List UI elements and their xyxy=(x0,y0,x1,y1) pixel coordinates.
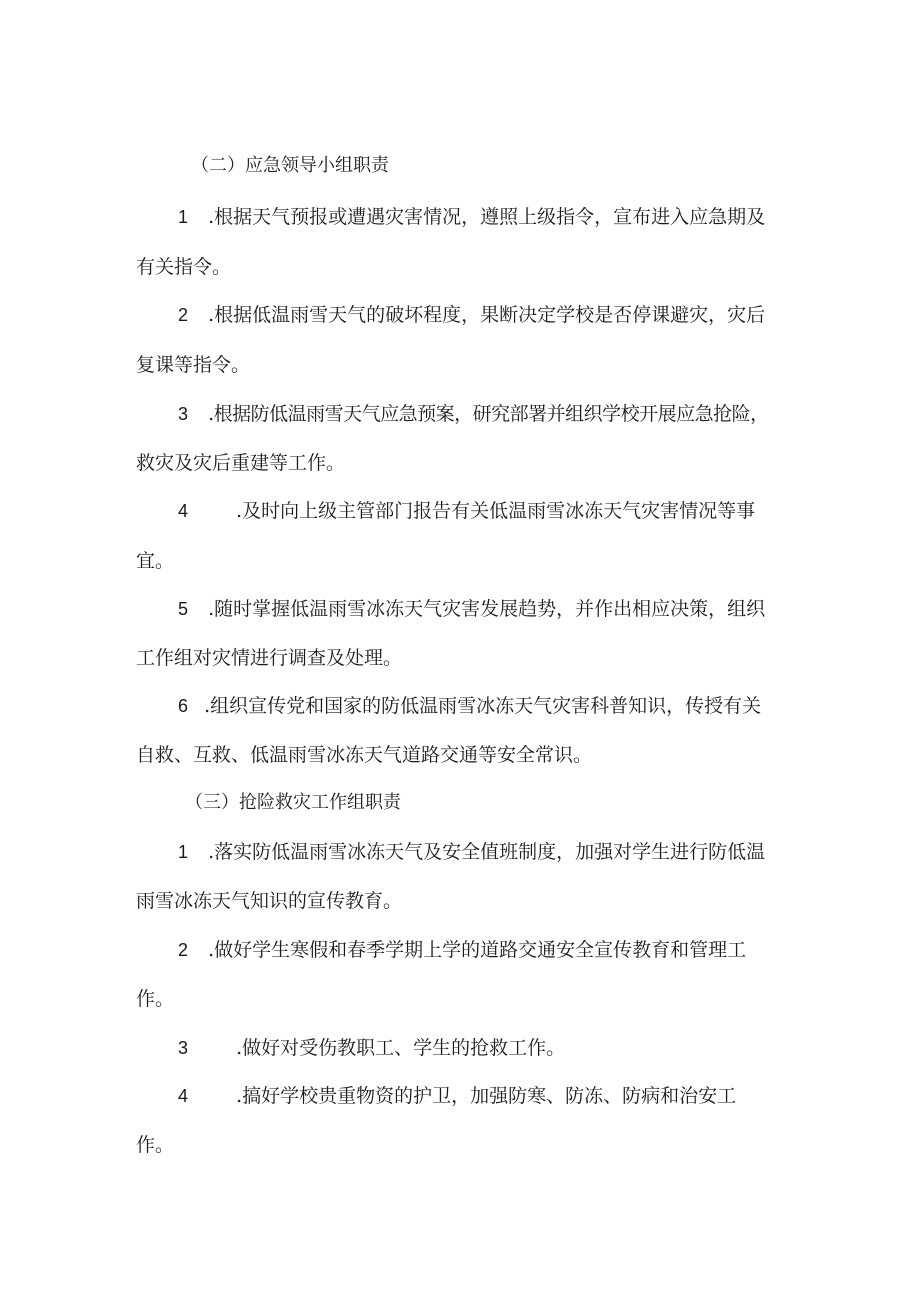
list-item-text: .做好对受伤教职工、学生的抢救工作。 xyxy=(236,1037,566,1059)
list-item-continuation xyxy=(136,1133,174,1157)
list-item-number: 1 xyxy=(178,842,189,862)
list-item-number: 2 xyxy=(178,305,189,325)
list-item-continuation xyxy=(136,889,402,913)
list-item-text: .组织宣传党和国家的防低温雨雪冰冻天气灾害科普知识，传授有关 xyxy=(204,695,762,717)
list-item-text: .搞好学校贵重物资的护卫，加强防寒、防冻、防病和治安工 xyxy=(236,1085,737,1107)
list-item-line xyxy=(178,205,765,229)
list-item-continuation xyxy=(136,743,592,767)
list-item-text: .落实防低温雨雪冰冻天气及安全值班制度，加强对学生进行防低温 xyxy=(208,841,766,863)
list-item-line xyxy=(178,840,765,864)
list-item-continuation xyxy=(136,646,402,670)
list-item-continuation xyxy=(136,987,174,1011)
list-item-line xyxy=(178,597,765,621)
list-item-text: 雨雪冰冻天气知识的宣传教育。 xyxy=(136,890,403,912)
list-item-number: 5 xyxy=(178,599,189,619)
list-item-continuation xyxy=(136,451,345,475)
list-item-continuation xyxy=(136,353,250,377)
list-item-line xyxy=(178,499,755,523)
list-item-text: .及时向上级主管部门报告有关低温雨雪冰冻天气灾害情况等事 xyxy=(236,500,756,522)
list-item-number: 1 xyxy=(178,207,189,227)
list-item-line xyxy=(178,1084,736,1108)
list-item-continuation xyxy=(136,549,174,573)
list-item-line xyxy=(178,303,765,327)
list-item-number: 4 xyxy=(178,501,189,521)
list-item-line xyxy=(178,402,769,426)
list-item-number: 4 xyxy=(178,1086,189,1106)
list-item-text: 宜。 xyxy=(136,550,175,572)
list-item-line xyxy=(178,694,761,718)
list-item-number: 3 xyxy=(178,1038,189,1058)
list-item-text: 作。 xyxy=(136,988,175,1010)
list-item-text: .根据防低温雨雪天气应急预案，研究部署并组织学校开展应急抢险， xyxy=(208,403,769,425)
section-2-heading: （二）应急领导小组职责 xyxy=(191,155,389,176)
list-item-line xyxy=(178,938,746,962)
section-heading xyxy=(191,154,389,178)
list-item-text: 自救、互救、低温雨雪冰冻天气道路交通等安全常识。 xyxy=(136,744,593,766)
list-item-text: 有关指令。 xyxy=(136,256,232,278)
list-item-text: .根据天气预报或遭遇灾害情况，遵照上级指令，宣布进入应急期及 xyxy=(208,206,766,228)
section-heading xyxy=(185,791,401,815)
list-item-text: .随时掌握低温雨雪冰冻天气灾害发展趋势，并作出相应决策，组织 xyxy=(208,598,766,620)
list-item-number: 3 xyxy=(178,404,189,424)
list-item-text: .做好学生寒假和春季学期上学的道路交通安全宣传教育和管理工 xyxy=(208,939,747,961)
list-item-continuation xyxy=(136,255,231,279)
list-item-text: 救灾及灾后重建等工作。 xyxy=(136,452,346,474)
list-item-text: 复课等指令。 xyxy=(136,354,251,376)
section-3-heading: （三）抢险救灾工作组职责 xyxy=(185,792,401,813)
list-item-text: .根据低温雨雪天气的破坏程度，果断决定学校是否停课避灾，灾后 xyxy=(208,304,766,326)
list-item-text: 作。 xyxy=(136,1134,175,1156)
list-item-text: 工作组对灾情进行调查及处理。 xyxy=(136,647,403,669)
list-item-line xyxy=(178,1036,565,1060)
list-item-number: 6 xyxy=(178,696,189,716)
list-item-number: 2 xyxy=(178,940,189,960)
